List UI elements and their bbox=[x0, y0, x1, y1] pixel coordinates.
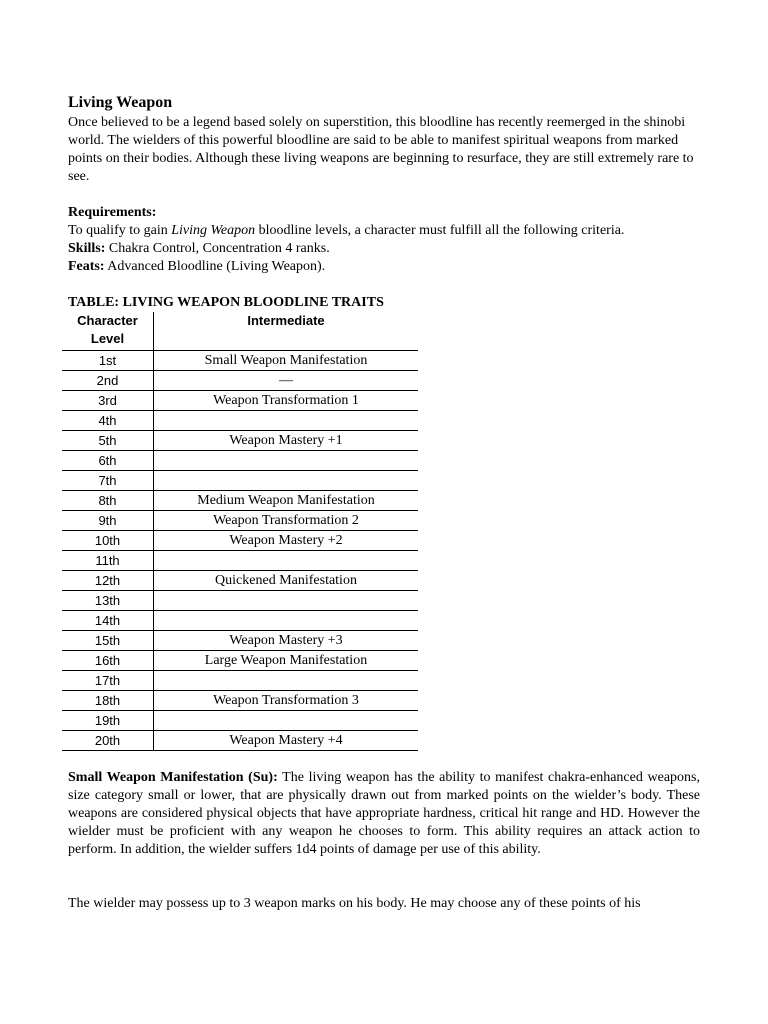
level-cell: 8th bbox=[62, 491, 154, 511]
trait-cell: Weapon Mastery +1 bbox=[154, 431, 419, 451]
table-row bbox=[62, 411, 418, 431]
requirements-heading bbox=[68, 204, 700, 222]
table-row bbox=[62, 671, 418, 691]
table-row bbox=[62, 631, 418, 651]
trait-cell: Weapon Transformation 2 bbox=[154, 511, 419, 531]
table-row bbox=[62, 551, 418, 571]
table-row bbox=[62, 531, 418, 551]
skills-line bbox=[68, 240, 700, 258]
table-row bbox=[62, 691, 418, 711]
level-cell: 20th bbox=[62, 731, 154, 751]
column-header-level-line1: Character bbox=[77, 313, 138, 328]
requirements-line bbox=[68, 222, 700, 240]
table-row bbox=[62, 591, 418, 611]
table-row bbox=[62, 371, 418, 391]
small-weapon-text: The living weapon has the ability to manifest chakra-enhanced weapons, size category small or lower, that are physically drawn out from marked points on the wielder’s body. These weapons are considered physical objects that have appropriate hardness, critical hit range and HD. However the wielder must be proficient with any weapon he chooses to form. This ability requires an attack action to perform. In addition, the wielder suffers 1d4 points of damage per use of this ability. bbox=[68, 770, 700, 857]
final-paragraph: The wielder may possess up to 3 weapon marks on his body. He may choose any of these points of his bbox=[68, 896, 641, 911]
trait-cell: Weapon Mastery +3 bbox=[154, 631, 419, 651]
level-cell: 2nd bbox=[62, 371, 154, 391]
trait-cell: — bbox=[154, 371, 419, 391]
trait-cell bbox=[154, 711, 419, 731]
spacer bbox=[68, 859, 700, 877]
skills-label: Skills: bbox=[68, 241, 106, 256]
table-title: TABLE: LIVING WEAPON BLOODLINE TRAITS bbox=[68, 295, 384, 310]
feats-value: Advanced Bloodline (Living Weapon). bbox=[104, 259, 326, 274]
level-cell: 17th bbox=[62, 671, 154, 691]
table-row bbox=[62, 511, 418, 531]
level-cell: 1st bbox=[62, 351, 154, 371]
column-header-intermediate: Intermediate bbox=[154, 312, 419, 351]
trait-cell: Medium Weapon Manifestation bbox=[154, 491, 419, 511]
level-cell: 15th bbox=[62, 631, 154, 651]
trait-cell: Small Weapon Manifestation bbox=[154, 351, 419, 371]
trait-cell bbox=[154, 451, 419, 471]
table-row bbox=[62, 711, 418, 731]
trait-cell bbox=[154, 471, 419, 491]
table-row bbox=[62, 431, 418, 451]
table-row bbox=[62, 351, 418, 371]
small-weapon-label: Small Weapon Manifestation (Su): bbox=[68, 770, 278, 785]
level-cell: 10th bbox=[62, 531, 154, 551]
trait-cell: Weapon Mastery +4 bbox=[154, 731, 419, 751]
intro-paragraph: Once believed to be a legend based solely on superstition, this bloodline has recently reemerged in the shinobi world. The wielders of this powerful bloodline are said to be able to manifest spiritual weapons from marked points on their bodies. Although these living weapons are beginning to resurface, they are still extremely rare to see. bbox=[68, 115, 694, 184]
level-cell: 16th bbox=[62, 651, 154, 671]
table-row bbox=[62, 611, 418, 631]
level-cell: 19th bbox=[62, 711, 154, 731]
feats-line bbox=[68, 258, 700, 276]
table-row bbox=[62, 651, 418, 671]
bloodline-traits-table bbox=[62, 312, 418, 751]
document-page bbox=[68, 92, 700, 913]
column-header-level bbox=[62, 312, 154, 351]
level-cell: 3rd bbox=[62, 391, 154, 411]
level-cell: 18th bbox=[62, 691, 154, 711]
spacer bbox=[68, 186, 700, 204]
trait-cell: Weapon Transformation 1 bbox=[154, 391, 419, 411]
small-weapon-paragraph bbox=[68, 769, 700, 859]
trait-cell bbox=[154, 671, 419, 691]
spacer bbox=[68, 751, 700, 769]
level-cell: 5th bbox=[62, 431, 154, 451]
trait-cell: Quickened Manifestation bbox=[154, 571, 419, 591]
level-cell: 6th bbox=[62, 451, 154, 471]
table-row bbox=[62, 571, 418, 591]
table-row bbox=[62, 391, 418, 411]
level-cell: 14th bbox=[62, 611, 154, 631]
requirements-pre: To qualify to gain bbox=[68, 223, 172, 238]
column-header-level-line2: Level bbox=[90, 331, 125, 346]
requirements-label: Requirements: bbox=[68, 205, 157, 220]
feats-label: Feats: bbox=[68, 259, 105, 274]
level-cell: 7th bbox=[62, 471, 154, 491]
trait-cell: Weapon Mastery +2 bbox=[154, 531, 419, 551]
table-body bbox=[62, 351, 418, 751]
trait-cell bbox=[154, 551, 419, 571]
table-row bbox=[62, 731, 418, 751]
table-header-row bbox=[62, 312, 418, 351]
level-cell: 12th bbox=[62, 571, 154, 591]
requirements-post: bloodline levels, a character must fulfill all the following criteria. bbox=[255, 223, 625, 238]
table-row bbox=[62, 491, 418, 511]
trait-cell bbox=[154, 411, 419, 431]
level-cell: 11th bbox=[62, 551, 154, 571]
level-cell: 13th bbox=[62, 591, 154, 611]
table-row bbox=[62, 451, 418, 471]
level-cell: 9th bbox=[62, 511, 154, 531]
spacer bbox=[68, 276, 700, 294]
skills-value: Chakra Control, Concentration 4 ranks. bbox=[105, 241, 330, 256]
trait-cell bbox=[154, 591, 419, 611]
trait-cell: Weapon Transformation 3 bbox=[154, 691, 419, 711]
section-title: Living Weapon bbox=[68, 94, 173, 111]
requirements-bloodline-name: Living Weapon bbox=[171, 223, 256, 238]
spacer bbox=[68, 877, 700, 895]
table-row bbox=[62, 471, 418, 491]
trait-cell: Large Weapon Manifestation bbox=[154, 651, 419, 671]
trait-cell bbox=[154, 611, 419, 631]
level-cell: 4th bbox=[62, 411, 154, 431]
